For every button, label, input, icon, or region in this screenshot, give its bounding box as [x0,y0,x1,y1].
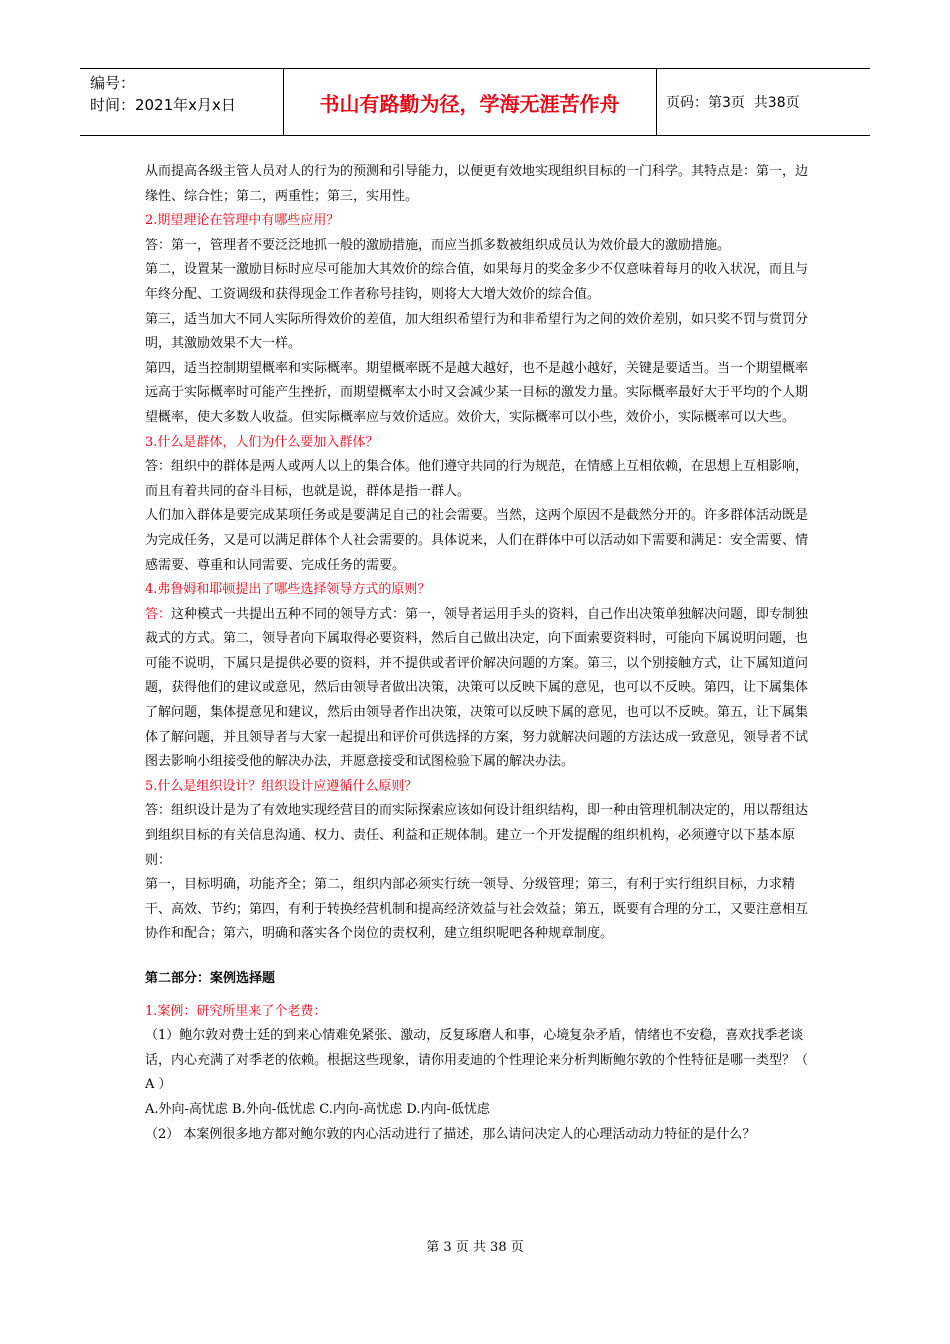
paragraph [145,603,815,775]
paragraph: 第一，目标明确，功能齐全；第二，组织内部必须实行统一领导、分级管理；第三，有利于实行组织目标，力求精干、高效、节约；第四，有利于转换经营机制和提高经济效益与社会效益；第五，既要有合理的分工，又要注意相互协作和配合；第六，明确和落实各个岗位的责权利，建立组织呢吧各种规章制度。 [145,877,809,942]
paragraph: （2） 本案例很多地方都对鲍尔敦的内心活动进行了描述，那么请问决定人的心理活动动力特征的是什么？ [145,1126,756,1142]
section-heading: 第二部分：案例选择题 [145,971,276,986]
options-line: A.外向-高忧虑 B.外向-低忧虑 C.内向-高忧虑 D.内向-低忧虑 [145,1101,490,1117]
case-heading: 1.案例：研究所里来了个老费： [145,1003,327,1019]
header-number-label: 编号： [90,74,136,92]
header-motto: 书山有路勤为径，学海无涯苦作舟 [319,91,620,116]
answer-text: 这种模式一共提出五种不同的领导方式：第一，领导者运用手头的资料，自己作出决策单独解决问题，即专制独裁式的方式。第二，领导者向下属取得必要资料，然后自己做出决定，向下面索要资料时，可能向下属说明问题，也可能不说明，下属只是提供必要的资料，并不提供或者评价解决问题的方案。第三，以个别接触方式，让下属知道问题，获得他们的建议或意见，然后由领导者做出决策，决策可以反映下属的意见，也可以不反映。第四，让下属集体了解问题，集体提意见和建议，然后由领导者作出决策，决策可以反映下属的意见，也可以不反映。第五，让下属集体了解问题，并且领导者与大家一起提出和评价可供选择的方案，努力就解决问题的方法达成一致意见，领导者不试图去影响小组接受他的解决办法，并愿意接受和试图检验下属的解决办法。 [145,606,809,770]
header-divider [656,68,657,136]
paragraph: 人们加入群体是要完成某项任务或是要满足自己的社会需要。当然，这两个原因不是截然分开的。许多群体活动既是为完成任务，又是可以满足群体个人社会需要的。具体说来，人们在群体中可以活动如下需要和满足：安全需要、情感需要、尊重和认同需要、完成任务的需要。 [145,508,809,573]
answer-prefix: 答： [145,606,172,622]
paragraph: 答：组织设计是为了有效地实现经营目的而实际探索应该如何设计组织结构，即一种由管理机制决定的，用以帮组达到组织目标的有关信息沟通、权力、责任、利益和正规体制。建立一个开发提醒的组织机构，必须遵守以下基本原则： [145,803,809,868]
paragraph: 第四，适当控制期望概率和实际概率。期望概率既不是越大越好，也不是越小越好，关键是要适当。当一个期望概率远高于实际概率时可能产生挫折，而期望概率太小时又会减少某一目标的激发力量。实际概率最好大于平均的个人期望概率，使大多数人收益。但实际概率应与效价适应。效价大，实际概率可以小些，效价小，实际概率可以大些。 [145,360,809,425]
paragraph: 第三，适当加大不同人实际所得效价的差值，加大组织希望行为和非希望行为之间的效价差别，如只奖不罚与赏罚分明，其激励效果不大一样。 [145,311,809,352]
paragraph: 第二，设置某一激励目标时应尽可能加大其效价的综合值，如果每月的奖金多少不仅意味着每月的收入状况，而且与年终分配、工资调级和获得现金工作者称号挂钩，则将大大增大效价的综合值。 [145,262,809,302]
page-footer: 第 3 页 共 38 页 [426,1240,524,1255]
question-heading: 2.期望理论在管理中有哪些应用？ [145,213,340,229]
header-date: 时间：2021年x月x日 [90,96,236,114]
question-heading: 5.什么是组织设计？组织设计应遵循什么原则？ [145,778,418,794]
header-meta [90,72,236,116]
question-heading: 3.什么是群体，人们为什么要加入群体？ [145,434,379,450]
paragraph: 答：组织中的群体是两人或两人以上的集合体。他们遵守共同的行为规范，在情感上互相依赖，在思想上互相影响，而且有着共同的奋斗目标，也就是说，群体是指一群人。 [145,459,809,499]
paragraph: 从而提高各级主管人员对人的行为的预测和引导能力，以便更有效地实现组织目标的一门科学。其特点是：第一，边缘性、综合性；第二，两重性；第三，实用性。 [145,164,809,204]
paragraph: （1）鲍尔敦对费士廷的到来心情难免紧张、激动，反复琢磨人和事，心境复杂矛盾，情绪也不安稳，喜欢找季老谈话，内心充满了对季老的依赖。根据这些现象，请你用麦迪的个性理论来分析判断鲍尔敦的个性特征是哪一类型？（ A ） [145,1028,809,1093]
header-page-info: 页码：第3页 共38页 [666,95,800,111]
document-body [145,160,815,1147]
page-header [80,68,870,136]
question-heading: 4.弗鲁姆和耶顿提出了哪些选择领导方式的原则？ [145,582,431,598]
paragraph: 答：第一，管理者不要泛泛地抓一般的激励措施，而应当抓多数被组织成员认为效价最大的激励措施。 [145,237,731,253]
